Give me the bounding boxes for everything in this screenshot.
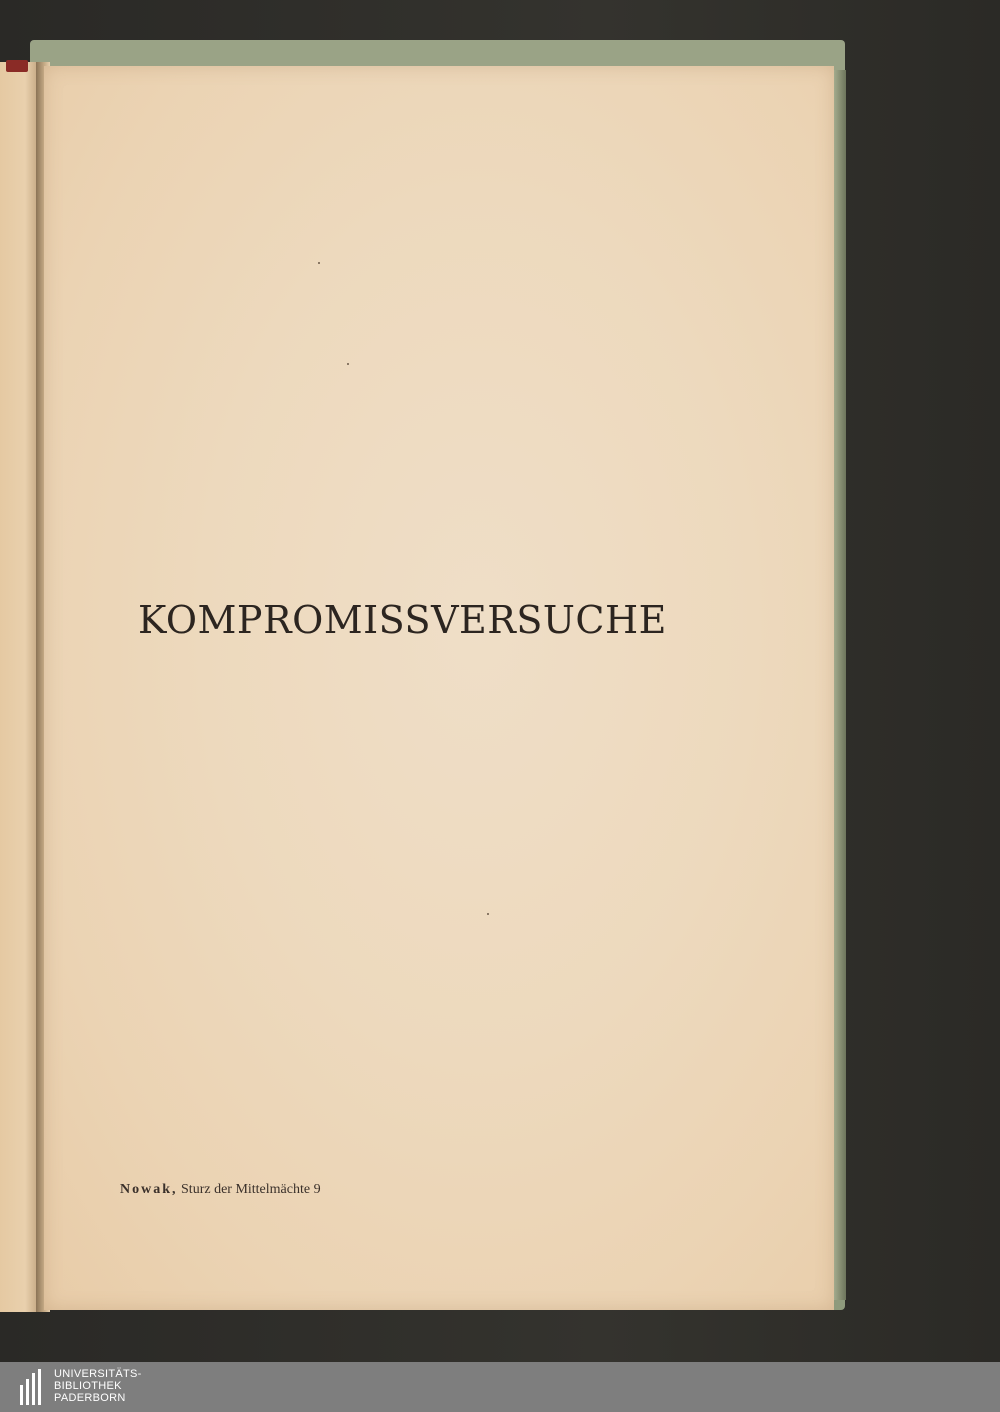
page-title: KOMPROMISSVERSUCHE [138, 598, 667, 642]
library-footer [0, 1362, 1000, 1412]
signature-text: Sturz der Mittelmächte 9 [181, 1182, 321, 1197]
logo-line: BIBLIOTHEK [54, 1380, 122, 1392]
logo-line: UNIVERSITÄTS- [54, 1368, 142, 1380]
printer-signature [120, 1182, 321, 1198]
library-logo-icon [20, 1369, 46, 1405]
library-logo-text [54, 1368, 142, 1404]
bookmark-ribbon [6, 60, 28, 72]
logo-line: PADERBORN [54, 1392, 126, 1404]
book-page [44, 66, 834, 1310]
paper-speck [347, 363, 349, 365]
paper-speck [318, 262, 320, 264]
signature-author: Nowak, [120, 1182, 178, 1197]
paper-speck [487, 913, 489, 915]
